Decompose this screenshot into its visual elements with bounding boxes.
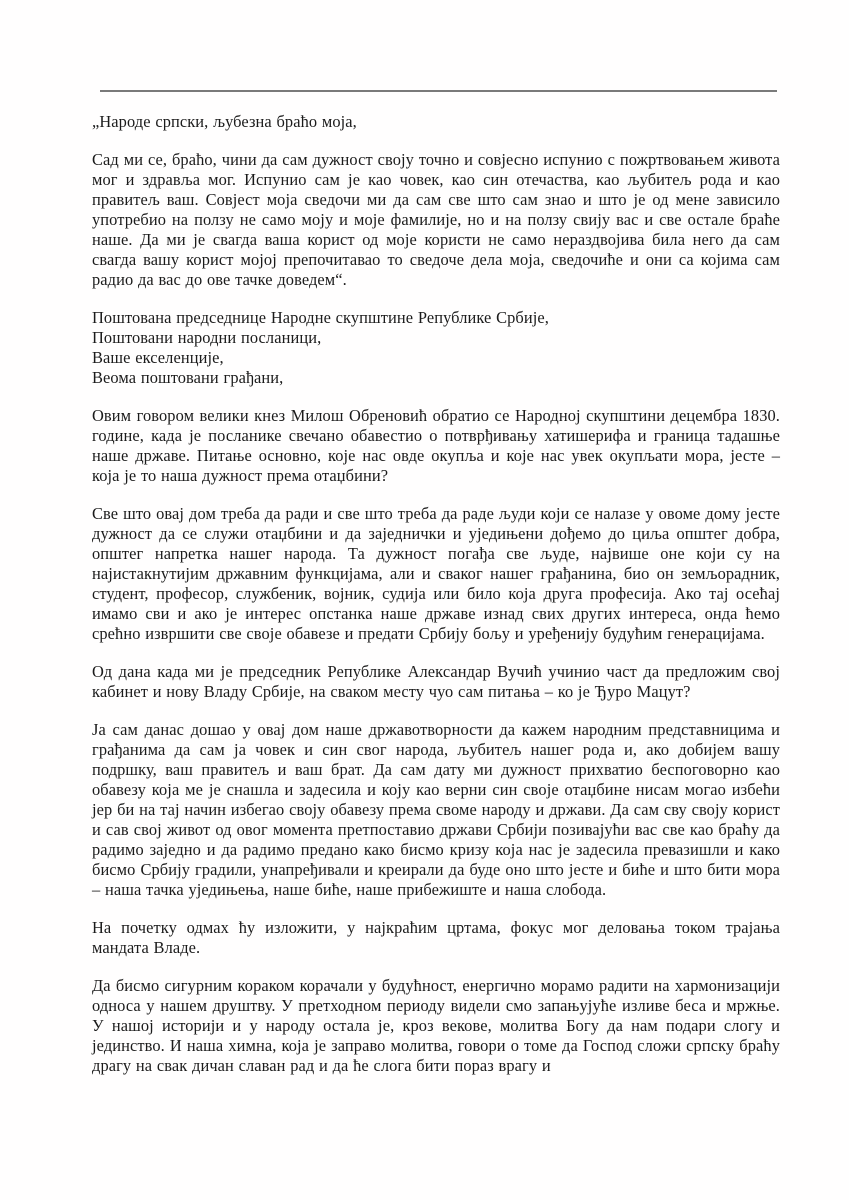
body-paragraph: Све што овај дом треба да ради и све што треба да раде људи који се налазе у овоме дому јесте дужност да се служи отаџбини и да заједнички и уједињени дођемо до циља општег добра, општег напретка нашег народа. Та дужност погађа све људе, највише оне који су на најистакнутијим државним функцијама, али и сваког нашег грађанина, био он земљорадник, студент, професор, службеник, војник, судија или било која друга професија. Ако тај осећај имамо сви и ако је интерес опстанка наше државе изнад свих других интереса, онда ћемо срећно извршити све своје обавезе и предати Србију бољу и уређенију будућим генерацијама. [92,504,780,643]
body-paragraph: Овим говором велики кнез Милош Обреновић обратио се Народној скупштини децембра 1830. године, када је посланике свечано обавестио о потврђивању хатишерифа и граница тадашње наше државе. Питање основно, које нас овде окупља и које нас увек окупљати мора, јесте – која је то наша дужност према отаџбини? [92,406,780,485]
salutation-line: Поштовани народни посланици, [92,328,322,347]
body-paragraph: Ја сам данас дошао у овај дом наше државотворности да кажем народним представницима и грађанима да сам ја човек и син свог народа, љубитељ нашег рода и, ако добијем вашу подршку, ваш правитељ и ваш брат. Да сам дату ми дужност прихватио беспоговорно као обавезу која ме је снашла и задесила и коју као верни син своје отаџбине нисам могао избећи јер би на тај начин избегао своју обавезу према своме народу и држави. Да сам сву своју корист и сав свој живот од овог момента претпоставио држави Србији позивајући вас све као браћу да радимо заједно и да радимо предано како бисмо кризу која нас је задесила превазишли и како бисмо Србију градили, унапређивали и креирали да буде оно што јесте и биће и што бити мора – наша тачка уједињења, наше биће, наше прибежиште и наша слобода. [92,720,780,899]
body-paragraph: На почетку одмах ћу изложити, у најкраћим цртама, фокус мог деловања током трајања мандата Владе. [92,918,780,957]
quote-opening-line: „Народе српски, љубезна браћо моја, [92,112,357,131]
page-bottom-clip [0,1125,849,1200]
salutation-line: Поштована председнице Народне скупштине Републике Србије, [92,308,549,327]
body-paragraph: Од дана када ми је председник Републике Александар Вучић учинио част да предложим свој кабинет и нову Владу Србије, на сваком месту чуо сам питања – ко је Ђуро Мацут? [92,662,780,701]
salutation-block [92,308,780,388]
body-paragraph: Да бисмо сигурним кораком корачали у будућност, енергично морамо радити на хармонизацији односа у нашем друштву. У претходном периоду видели смо запањујуће изливе беса и мржње. У нашој историји и у народу остала је, кроз векове, молитва Богу да нам подари слогу и јединство. И наша химна, која је заправо молитва, говори о томе да Господ сложи српску браћу драгу на свак дичан славан рад и да ће слога бити пораз врагу и [92,976,780,1075]
header-rule [100,90,777,92]
quote-body-paragraph: Сад ми се, браћо, чини да сам дужност своју точно и совјесно испунио с пожртвовањем живота мог и здравља мог. Испунио сам је као човек, као син отечаства, као љубитељ рода и као правитељ ваш. Совјест моја сведочи ми да сам све што сам знао и што је од мене зависило употребио на ползу не само моју и моје фамилије, но и на ползу свију вас и све остале браће наше. Да ми је свагда ваша корист од моје користи не само нераздвојива била него да сам свагда вашу корист мојој препочитавао то сведоче дела моја, сведочиће и они са којима сам радио да вас до ове тачке доведем“. [92,150,780,289]
document-text [92,112,780,1094]
salutation-line: Веома поштовани грађани, [92,368,284,387]
salutation-line: Ваше екселенције, [92,348,224,367]
